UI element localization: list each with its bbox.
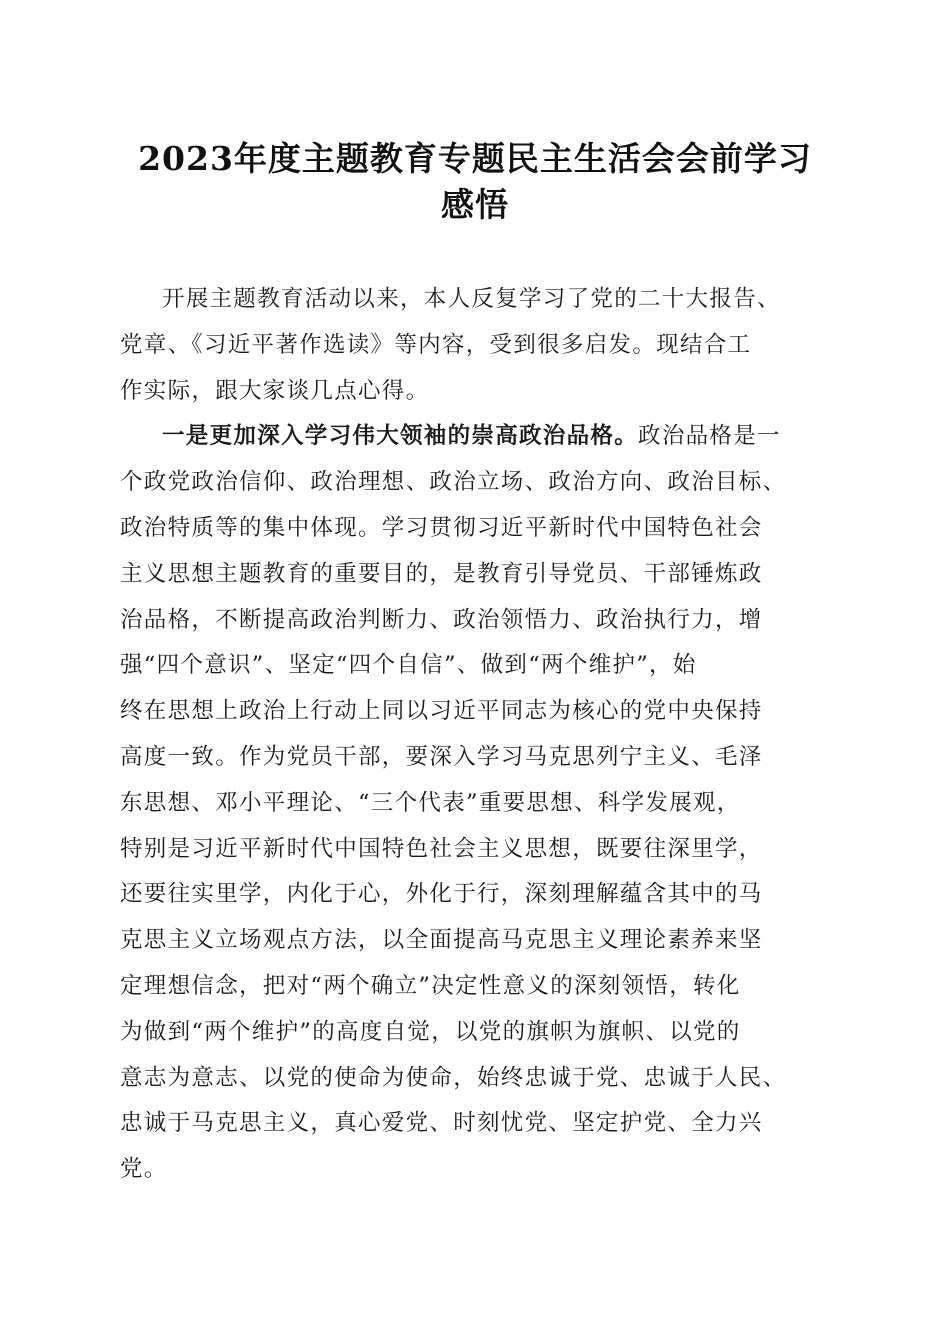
- section1-line: 意志为意志、以党的使命为使命，始终忠诚于党、忠诚于人民、: [120, 1064, 787, 1091]
- section1-line: 治品格，不断提高政治判断力、政治领悟力、政治执行力，增: [120, 606, 763, 633]
- section1-line: 个政党政治信仰、政治理想、政治立场、政治方向、政治目标、: [120, 469, 787, 496]
- section1-line: 还要往实里学，内化于心，外化于行，深刻理解蕴含其中的马: [120, 881, 763, 908]
- section1-line: 高度一致。作为党员干部，要深入学习马克思列宁主义、毛泽: [120, 743, 763, 770]
- intro-line-2: 党章、《习近平著作选读》等内容，受到很多启发。现结合工: [120, 331, 752, 358]
- section1-line: 党。: [120, 1156, 168, 1183]
- section1-line: 强“四个意识”、坚定“四个自信”、做到“两个维护”，始: [120, 652, 697, 679]
- section1-heading: 一是更加深入学习伟大领袖的崇高政治品格。: [162, 423, 639, 450]
- section1-line: 东思想、邓小平理论、“三个代表”重要思想、科学发展观，: [120, 789, 741, 816]
- section1-line: 特别是习近平新时代中国特色社会主义思想，既要往深里学，: [120, 835, 763, 862]
- title-line-2: 感悟: [441, 185, 509, 224]
- section1-line: 忠诚于马克思主义，真心爱党、时刻忧党、坚定护党、全力兴: [120, 1110, 763, 1137]
- section1-line: 政治特质等的集中体现。学习贯彻习近平新时代中国特色社会: [120, 514, 763, 541]
- document-body: [120, 277, 832, 1193]
- title-line-1: 2023年度主题教育专题民主生活会会前学习: [138, 139, 812, 178]
- section1-first-line: [120, 414, 832, 460]
- section1-line: 主义思想主题教育的重要目的，是教育引导党员、干部锤炼政: [120, 560, 763, 587]
- section1-line: 终在思想上政治上行动上同以习近平同志为核心的党中央保持: [120, 698, 763, 725]
- section1-line: 定理想信念，把对“两个确立”决定性意义的深刻领悟，转化: [120, 972, 741, 999]
- section1-first-line-rest: 政治品格是一: [638, 423, 781, 450]
- section1-line: 为做到“两个维护”的高度自觉，以党的旗帜为旗帜、以党的: [120, 1018, 741, 1045]
- section1-line: 克思主义立场观点方法，以全面提高马克思主义理论素养来坚: [120, 927, 763, 954]
- intro-line-3: 作实际，跟大家谈几点心得。: [120, 377, 430, 404]
- document-title: [100, 136, 850, 228]
- intro-line-1: 开展主题教育活动以来，本人反复学习了党的二十大报告、: [162, 286, 781, 312]
